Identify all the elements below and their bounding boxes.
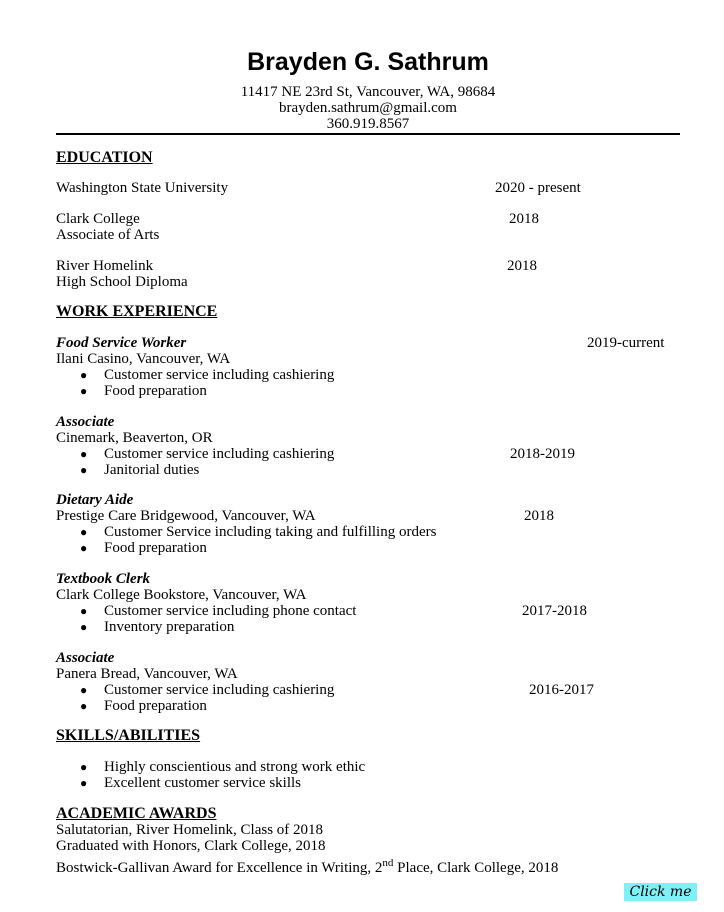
job-org: Prestige Care Bridgewood, Vancouver, WA (56, 508, 316, 524)
header-divider (56, 133, 680, 135)
award-superscript: nd (382, 857, 394, 869)
job-bullet: Janitorial duties (104, 462, 200, 478)
bullet-icon: ● (80, 760, 88, 774)
award-item: Graduated with Honors, Clark College, 2018 (56, 838, 326, 854)
job-date: 2018-2019 (510, 446, 575, 462)
skills-heading: SKILLS/ABILITIES (56, 727, 201, 744)
job-bullet: Customer service including cashiering (104, 367, 335, 383)
school: Washington State University (56, 180, 229, 196)
job-org: Cinemark, Beaverton, OR (56, 430, 213, 446)
email: brayden.sathrum@gmail.com (279, 100, 457, 116)
school-date: 2018 (507, 258, 537, 274)
job-title: Associate (56, 414, 115, 430)
click-me-button[interactable]: Click me (624, 883, 697, 901)
job-org: Ilani Casino, Vancouver, WA (56, 351, 231, 367)
bullet-icon: ● (80, 463, 88, 477)
job-title: Food Service Worker (56, 335, 187, 351)
skill-item: Highly conscientious and strong work ethic (104, 759, 366, 775)
job-title: Dietary Aide (56, 492, 134, 508)
bullet-icon: ● (80, 384, 88, 398)
school: Clark College (56, 211, 140, 227)
job-bullet: Food preparation (104, 698, 207, 714)
job-date: 2016-2017 (529, 682, 594, 698)
award-item: Salutatorian, River Homelink, Class of 2018 (56, 822, 324, 838)
bullet-icon: ● (80, 541, 88, 555)
bullet-icon: ● (80, 776, 88, 790)
bullet-icon: ● (80, 447, 88, 461)
bullet-icon: ● (80, 525, 88, 539)
job-org: Panera Bread, Vancouver, WA (56, 666, 238, 682)
bullet-icon: ● (80, 699, 88, 713)
job-bullet: Inventory preparation (104, 619, 235, 635)
bullet-icon: ● (80, 368, 88, 382)
job-date: 2019-current (587, 335, 665, 351)
job-bullet: Customer service including phone contact (104, 603, 357, 619)
job-bullet: Customer Service including taking and fulfilling orders (104, 524, 437, 540)
school-date: 2018 (509, 211, 539, 227)
phone: 360.919.8567 (326, 116, 410, 132)
address: 11417 NE 23rd St, Vancouver, WA, 98684 (240, 84, 496, 100)
bullet-icon: ● (80, 683, 88, 697)
awards-heading: ACADEMIC AWARDS (56, 805, 217, 822)
degree: Associate of Arts (56, 227, 160, 243)
bullet-icon: ● (80, 604, 88, 618)
school-date: 2020 - present (495, 180, 581, 196)
job-title: Textbook Clerk (56, 571, 151, 587)
job-org: Clark College Bookstore, Vancouver, WA (56, 587, 307, 603)
job-date: 2018 (524, 508, 554, 524)
bullet-icon: ● (80, 620, 88, 634)
resume-name: Brayden G. Sathrum (247, 48, 489, 76)
job-bullet: Customer service including cashiering (104, 446, 335, 462)
award-item (56, 857, 559, 876)
award-text: Place, Clark College, 2018 (393, 860, 559, 876)
skill-item: Excellent customer service skills (104, 775, 302, 791)
education-heading: EDUCATION (56, 149, 153, 166)
degree: High School Diploma (56, 274, 188, 290)
job-bullet: Food preparation (104, 540, 207, 556)
award-text: Bostwick-Gallivan Award for Excellence in Writing, 2 (56, 860, 383, 876)
work-heading: WORK EXPERIENCE (56, 303, 218, 320)
job-title: Associate (56, 650, 115, 666)
job-bullet: Food preparation (104, 383, 207, 399)
school: River Homelink (56, 258, 154, 274)
job-bullet: Customer service including cashiering (104, 682, 335, 698)
job-date: 2017-2018 (522, 603, 587, 619)
